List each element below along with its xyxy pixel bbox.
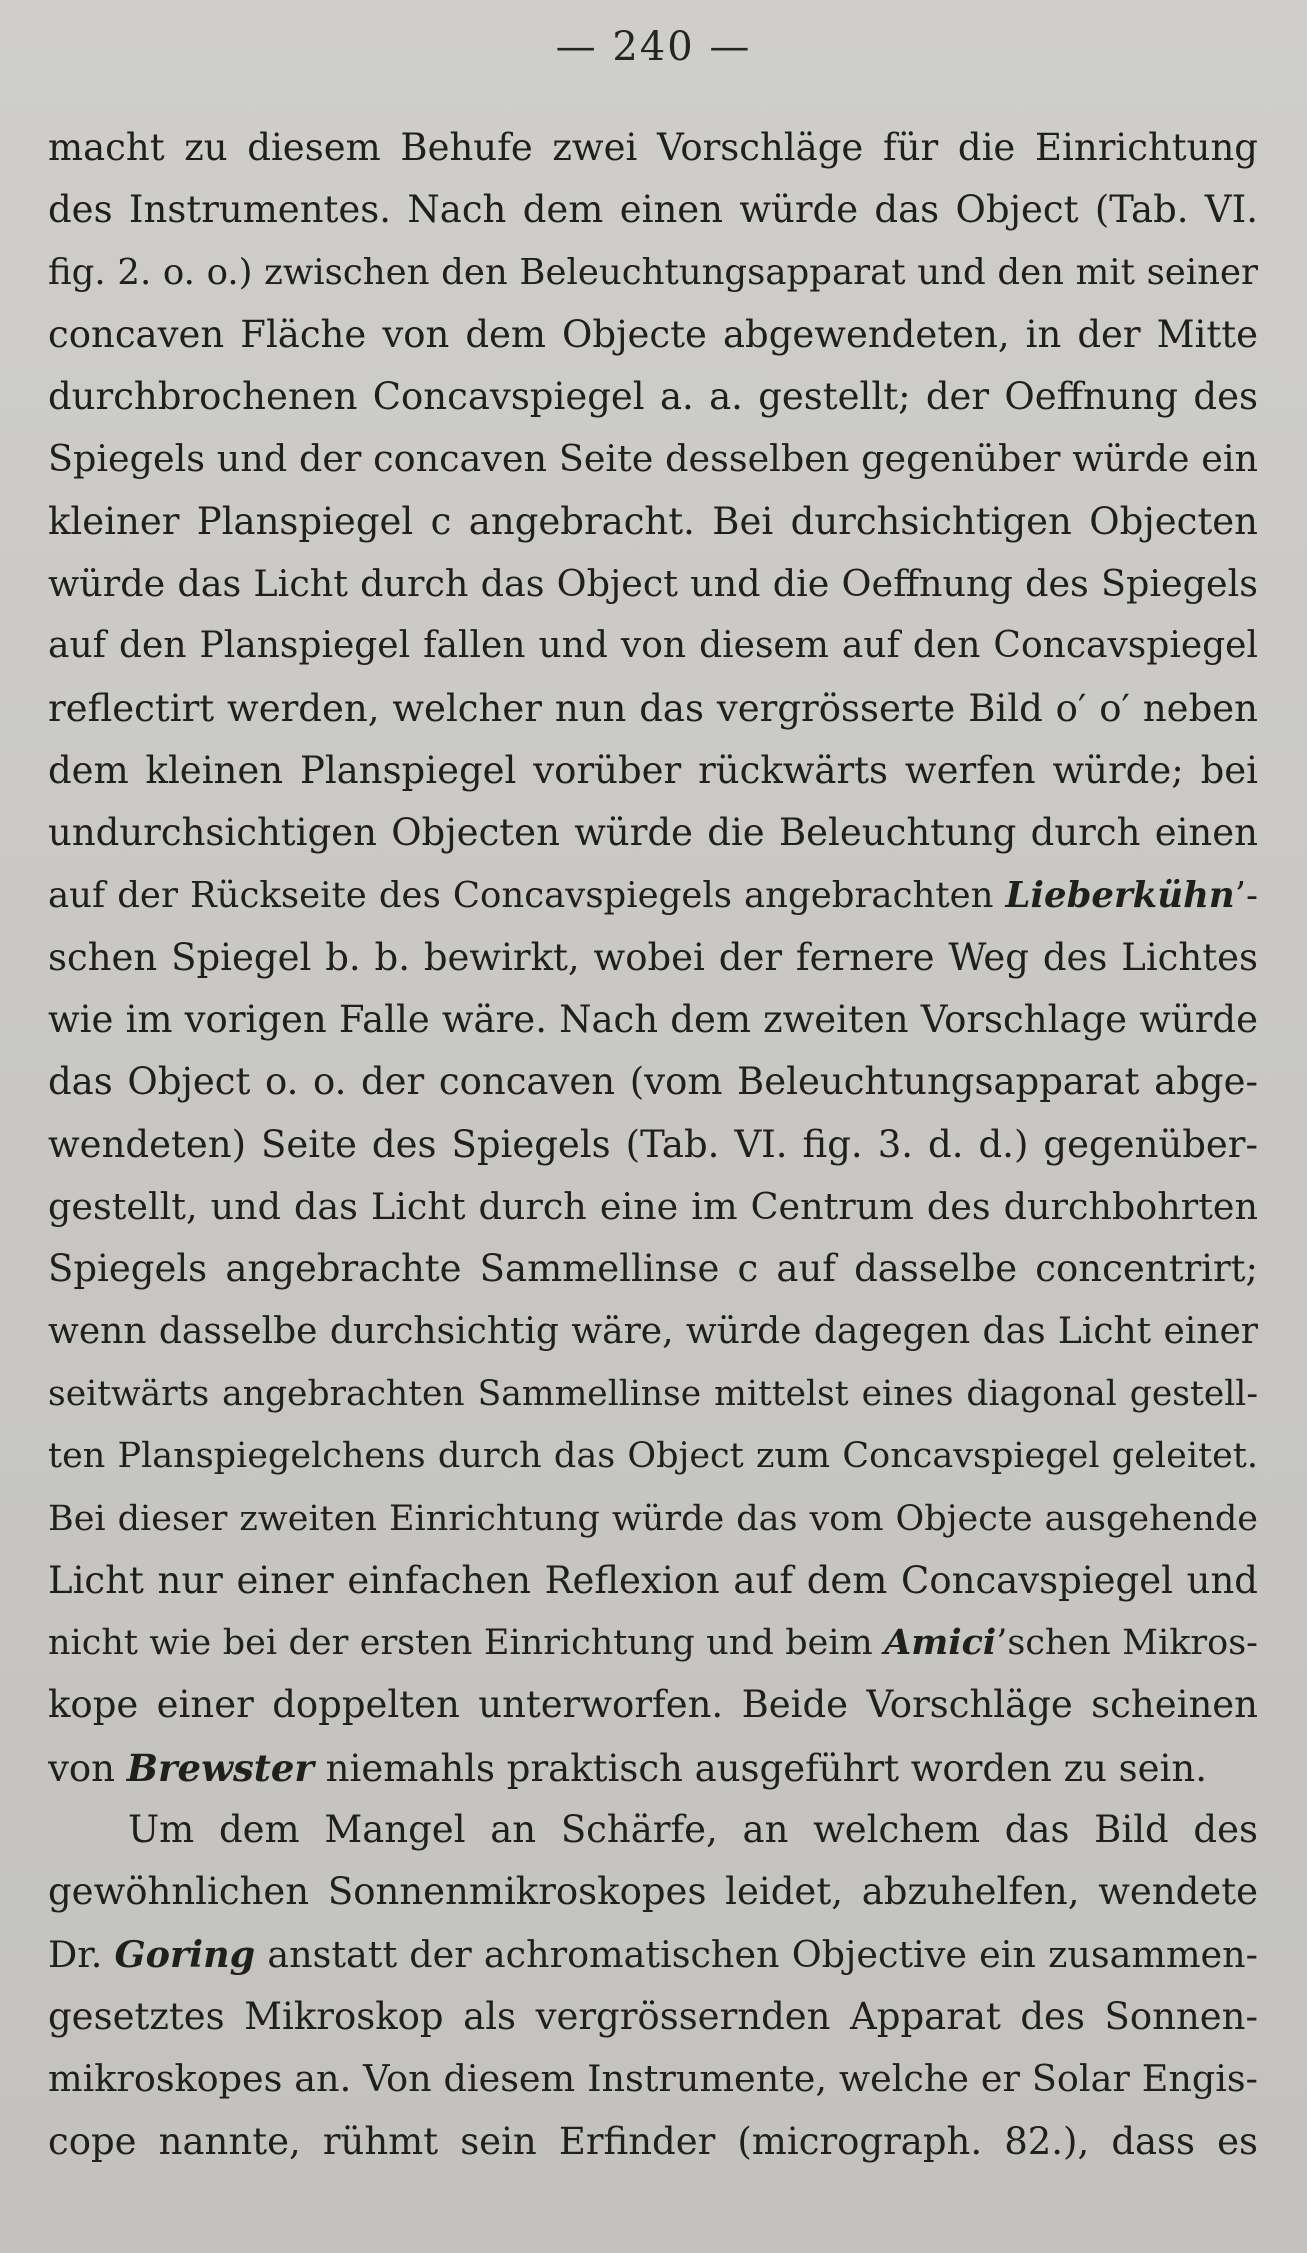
text-line: cope nannte, rühmt sein Erfinder (micrograph. 82.), dass es (48, 2119, 1258, 2163)
text-line: auf der Rückseite des Concavspiegels angebrachten Lieberkühn’- (48, 874, 1258, 916)
text-line: Dr. Goring anstatt der achromatischen Objective ein zusammen- (48, 1932, 1258, 1976)
text-line: das Object o. o. der concaven (vom Beleuchtungsapparat abge- (48, 1060, 1258, 1104)
text-line: Um dem Mangel an Schärfe, an welchem das Bild des (128, 1808, 1258, 1852)
text-line: wendeten) Seite des Spiegels (Tab. VI. fig. 3. d. d.) gegenüber- (48, 1122, 1258, 1166)
text-line: Bei dieser zweiten Einrichtung würde das vom Objecte ausgehende (48, 1498, 1258, 1539)
text-line: wenn dasselbe durchsichtig wäre, würde dagegen das Licht einer (48, 1310, 1258, 1352)
text-line: Spiegels angebrachte Sammellinse c auf dasselbe concentrirt; (48, 1247, 1258, 1291)
text-line: fig. 2. o. o.) zwischen den Beleuchtungsapparat und den mit seiner (48, 251, 1258, 293)
text-line: nicht wie bei der ersten Einrichtung und beim Amici’schen Mikros- (48, 1622, 1258, 1664)
text-line: schen Spiegel b. b. bewirkt, wobei der fernere Weg des Lichtes (48, 935, 1258, 979)
text-line: gewöhnlichen Sonnenmikroskopes leidet, abzuhelfen, wendete (48, 1870, 1258, 1914)
text-line: Spiegels und der concaven Seite desselben gegenüber würde ein (48, 437, 1258, 481)
body-text (48, 117, 1258, 2173)
text-line: durchbrochenen Concavspiegel a. a. gestellt; der Oeffnung des (48, 375, 1258, 419)
text-line: wie im vorigen Falle wäre. Nach dem zweiten Vorschlage würde (48, 998, 1258, 1042)
text-line: macht zu diesem Behufe zwei Vorschläge für die Einrichtung (48, 126, 1258, 169)
page-number: — 240 — (555, 24, 752, 70)
paragraph (48, 1799, 1258, 2173)
text-line: mikroskopes an. Von diesem Instrumente, welche er Solar Engis- (48, 2057, 1258, 2101)
person-name: Goring (114, 1932, 256, 1976)
text-line: auf den Planspiegel fallen und von diesem auf den Concavspiegel (48, 625, 1258, 667)
text-line: kleiner Planspiegel c angebracht. Bei durchsichtigen Objecten (48, 499, 1258, 543)
text-line: concaven Fläche von dem Objecte abgewendeten, in der Mitte (48, 312, 1258, 356)
text-line: von Brewster niemahls praktisch ausgeführt worden zu sein. (48, 1745, 1207, 1790)
person-name: Amici (884, 1622, 997, 1664)
text-line: ten Planspiegelchens durch das Object zum Concavspiegel geleitet. (48, 1436, 1258, 1477)
text-line: kope einer doppelten unterworfen. Beide Vorschläge scheinen (48, 1683, 1258, 1727)
text-line: undurchsichtigen Objecten würde die Beleuchtung durch einen (48, 811, 1258, 855)
text-line: dem kleinen Planspiegel vorüber rückwärts werfen würde; bei (48, 748, 1258, 792)
person-name: Lieberkühn (1005, 874, 1235, 916)
text-line: reflectirt werden, welcher nun das vergrösserte Bild o′ o′ neben (48, 686, 1258, 730)
text-line: seitwärts angebrachten Sammellinse mittelst eines diagonal gestell- (48, 1373, 1258, 1414)
text-line: gestellt, und das Licht durch eine im Centrum des durchbohrten (48, 1185, 1258, 1229)
text-line: würde das Licht durch das Object und die Oeffnung des Spiegels (48, 562, 1258, 606)
text-line: gesetztes Mikroskop als vergrössernden Apparat des Sonnen- (48, 1994, 1258, 2038)
text-line: Licht nur einer einfachen Reflexion auf dem Concavspiegel und (48, 1558, 1258, 1602)
paragraph (48, 117, 1258, 1799)
text-line: des Instrumentes. Nach dem einen würde das Object (Tab. VI. (48, 188, 1258, 232)
person-name: Brewster (126, 1745, 314, 1790)
